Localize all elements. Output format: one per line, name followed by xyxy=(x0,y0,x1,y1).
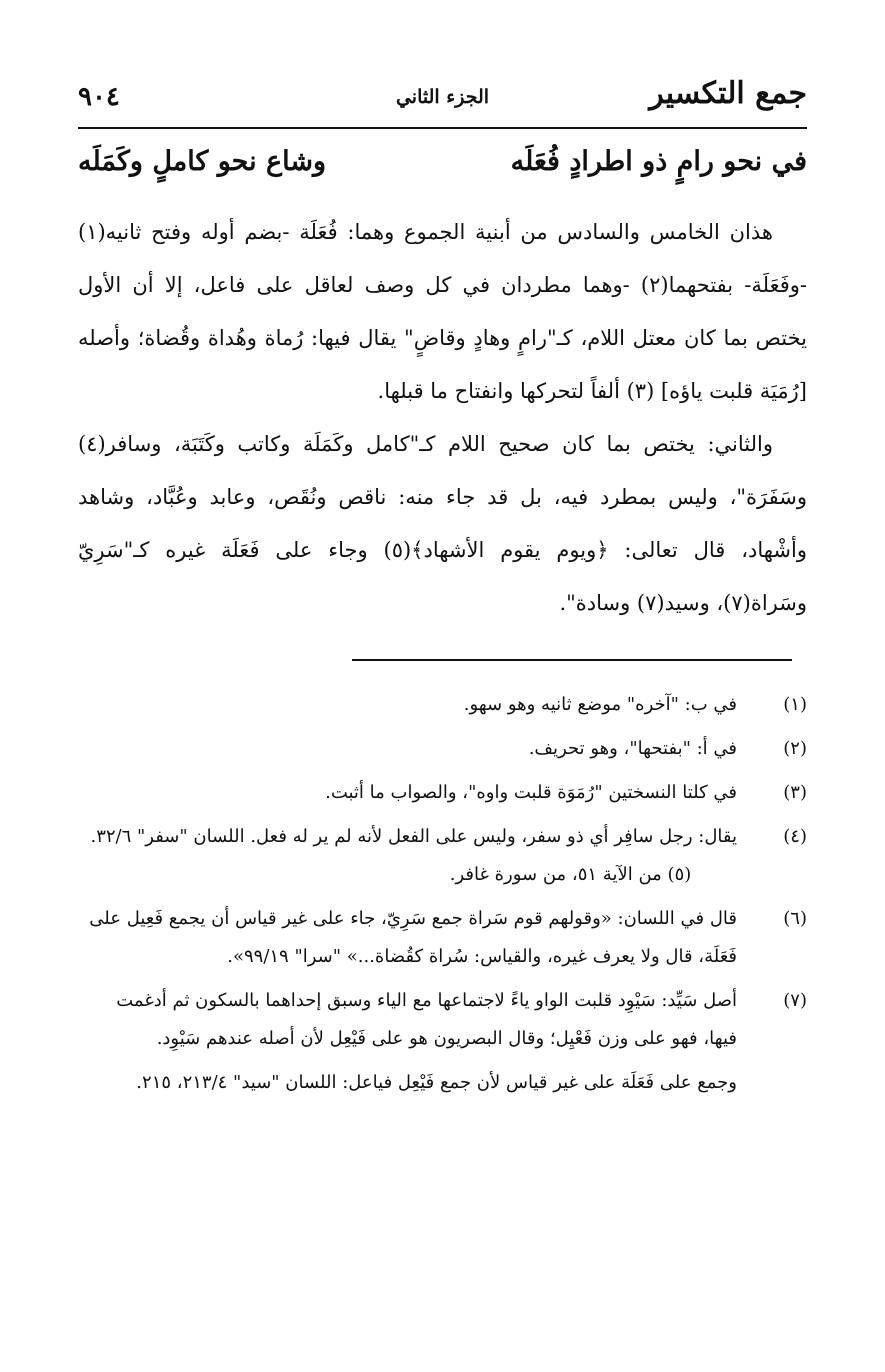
part-label: الجزء الثاني xyxy=(395,86,490,108)
footnote-number: (٧) xyxy=(783,990,807,1011)
footnote-text-main: يقال: رجل سافِر أي ذو سفر، وليس على الفعل لأنه لم ير له فعل. اللسان "سفر" ٣٢/٦. xyxy=(90,826,737,847)
footnote-divider xyxy=(352,659,792,661)
footnote-number: (٦) xyxy=(783,908,807,929)
footnote-text: في ب: "آخره" موضع ثانيه وهو سهو. xyxy=(463,694,737,715)
footnote-text: أصل سَيِّد: سَيْوِد قلبت الواو ياءً لاجتماعها مع الياء وسبق إحداهما بالسكون ثم أدغمت فيها، فهو على وزن فَعْيِل؛ وقال البصريون هو على فَيْعِل لأن أصله عندهم سَيْوِد. xyxy=(116,990,737,1049)
footnote xyxy=(78,774,807,812)
footnote-number: (١) xyxy=(783,694,807,715)
header-divider xyxy=(78,127,807,129)
footnote xyxy=(78,730,807,768)
verse-hemistich-2: وشاع نحو كاملٍ وكَمَلَه xyxy=(78,146,326,177)
footnote-continuation: وجمع على فَعَلَة على غير قياس لأن جمع فَيْعِل فياعل: اللسان "سيد" ٢١٣/٤، ٢١٥. xyxy=(136,1072,737,1093)
page-header xyxy=(78,76,807,126)
paragraph: والثاني: يختص بما كان صحيح اللام كـ"كامل وكَمَلَة وكاتب وكَتَبَة، وسافر(٤) وسَفَرَة"، وليس بمطرد فيه، بل قد جاء منه: ناقص ونُقَص، وعابد وعُبَّاد، وشاهد وأشْهاد، قال تعالى: ﴿ويوم يقوم الأشهاد﴾(٥) وجاء على فَعَلَة غيره كـ"سَرِيّ وسَراة(٧)، وسيد(٧) وسادة". xyxy=(78,432,808,615)
footnote-text: قال في اللسان: «وقولهم قوم سَراة جمع سَرِيّ، جاء على غير قياس أن يجمع فَعِيل على فَعَلَة، قال ولا يعرف غيره، والقياس: سُراة كقُضاة...» "سرا" ٩٩/١٩». xyxy=(89,908,737,967)
footnote-text: من الآية ٥١، من سورة غافر. xyxy=(449,864,662,885)
footnote-number: (٢) xyxy=(783,738,807,759)
footnote xyxy=(78,818,807,894)
footnotes xyxy=(78,686,807,1102)
book-title: جمع التكسير xyxy=(649,76,807,111)
verse-hemistich-1: في نحو رامٍ ذو اطرادٍ فُعَلَه xyxy=(510,146,807,177)
footnote-text xyxy=(78,818,737,894)
main-text xyxy=(78,206,807,630)
footnote-text: في كلتا النسختين "رُمَوَة قلبت واوه"، والصواب ما أثبت. xyxy=(325,782,737,803)
footnote-number: (٤) xyxy=(783,826,807,847)
page-number: ٩٠٤ xyxy=(78,82,120,112)
footnote xyxy=(78,900,807,976)
verse-line xyxy=(78,146,807,196)
footnote xyxy=(78,982,807,1058)
footnote-text: في أ: "بفتحها"، وهو تحريف. xyxy=(528,738,737,759)
footnote-number: (٣) xyxy=(783,782,807,803)
footnote xyxy=(78,686,807,724)
paragraph: هذان الخامس والسادس من أبنية الجموع وهما: فُعَلَة -بضم أوله وفتح ثانيه(١) -وفَعَلَة- بفتحهما(٢) -وهما مطردان في كل وصف لعاقل على فاعل، إلا أن الأول يختص بما كان معتل اللام، كـ"رامٍ وهادٍ وقاضٍ" يقال فيها: رُماة وهُداة وقُضاة؛ وأصله [رُمَيَة قلبت ياؤه] (٣) ألفاً لتحركها وانفتاح ما قبلها. xyxy=(78,220,807,403)
footnote-number: (٥) xyxy=(667,864,692,885)
